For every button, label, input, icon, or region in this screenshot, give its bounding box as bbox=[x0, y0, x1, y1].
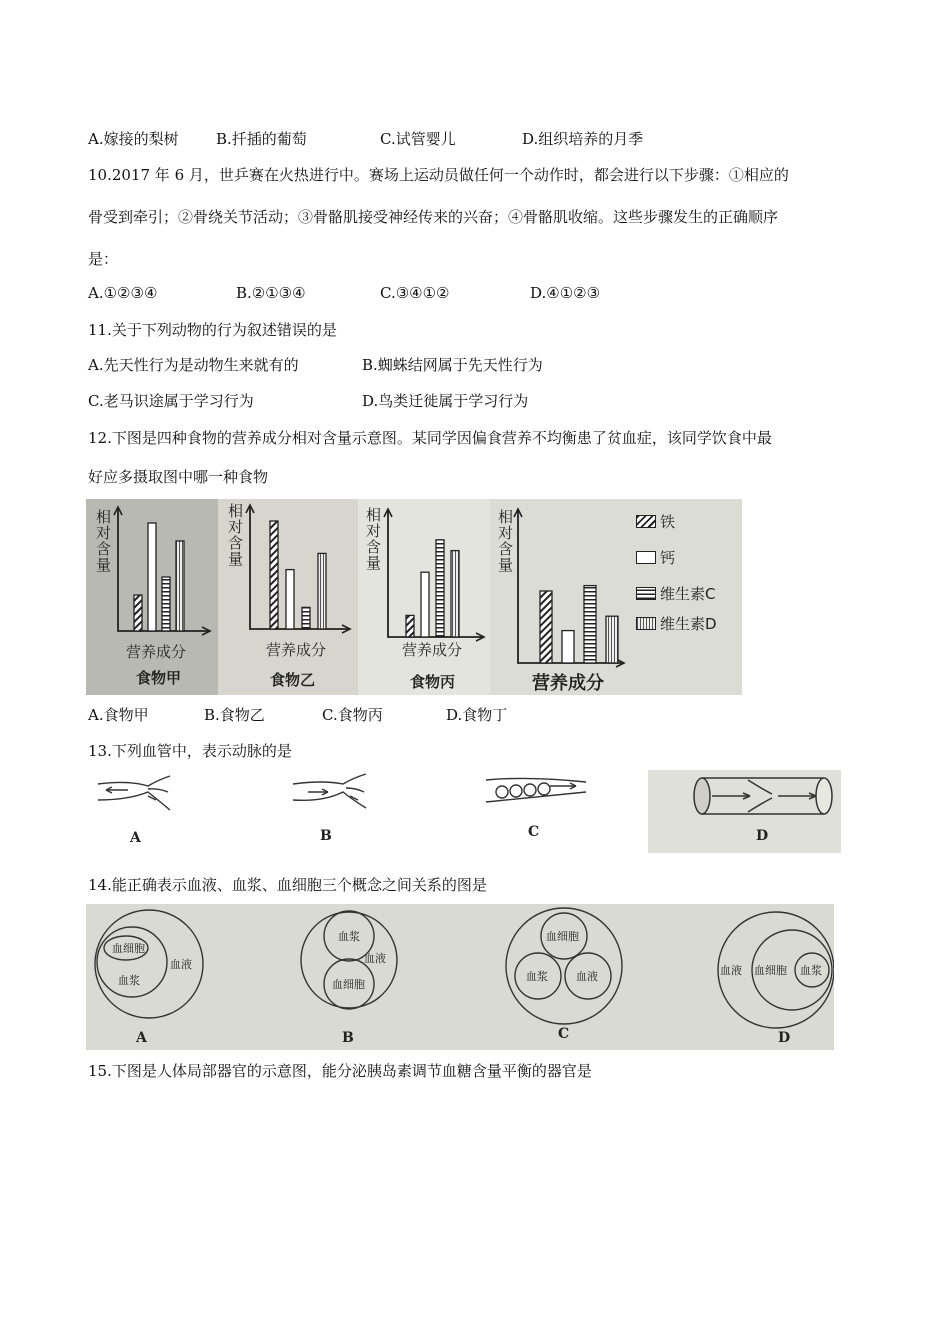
venn-c-blood: 血液 bbox=[576, 970, 598, 983]
venn-c-plasma: 血浆 bbox=[526, 970, 548, 983]
bar-bing-iron bbox=[406, 615, 414, 637]
q10-option-a: A.①②③④ bbox=[88, 284, 158, 302]
q10-option-d: D.④①②③ bbox=[530, 284, 601, 302]
ylabel-ding: 相对含量 bbox=[496, 509, 514, 573]
vessel-label-b: B bbox=[320, 828, 332, 844]
xlabel-bing: 营养成分 bbox=[402, 641, 463, 659]
bar-yi-vitamin-c bbox=[302, 607, 310, 629]
vessel-c bbox=[486, 778, 586, 802]
blood-figure bbox=[86, 904, 834, 1050]
legend-vitamin-d: 维生素D bbox=[636, 613, 717, 634]
bar-ding-calcium bbox=[562, 631, 574, 663]
foodname-bing: 食物丙 bbox=[410, 673, 456, 691]
xlabel-ding: 营养成分 bbox=[532, 673, 604, 694]
q11-option-a: A.先天性行为是动物生来就有的 bbox=[88, 356, 299, 374]
bar-jia-vitamin-d bbox=[176, 541, 184, 631]
bar-yi-calcium bbox=[286, 570, 294, 629]
q11-stem: 11.关于下列动物的行为叙述错误的是 bbox=[88, 321, 337, 339]
vessel-b bbox=[293, 774, 366, 808]
q12-line2: 好应多摄取图中哪一种食物 bbox=[88, 468, 269, 486]
bar-jia-iron bbox=[134, 595, 142, 631]
xlabel-yi: 营养成分 bbox=[266, 641, 327, 659]
ylabel-jia: 相对含量 bbox=[94, 509, 112, 573]
bar-ding-vitamin-c bbox=[584, 586, 596, 663]
vessel-a bbox=[98, 776, 170, 810]
bar-yi-iron bbox=[270, 521, 278, 629]
venn-b-blood: 血液 bbox=[364, 952, 386, 965]
axes-yi bbox=[250, 505, 350, 629]
vessel-label-d: D bbox=[756, 828, 769, 844]
q9-option-b: B.扦插的葡萄 bbox=[216, 130, 307, 148]
legend-vitamin-c: 维生素C bbox=[636, 583, 715, 604]
q11-option-b: B.蜘蛛结网属于先天性行为 bbox=[362, 356, 543, 374]
q12-option-a: A.食物甲 bbox=[88, 706, 149, 724]
venn-b bbox=[301, 911, 397, 1009]
ylabel-yi: 相对含量 bbox=[226, 503, 244, 567]
q11-option-c: C.老马识途属于学习行为 bbox=[88, 392, 254, 410]
q10-option-c: C.③④①② bbox=[380, 284, 450, 302]
q12-option-c: C.食物丙 bbox=[322, 706, 383, 724]
vessel-figure bbox=[88, 770, 841, 853]
q12-option-d: D.食物丁 bbox=[446, 706, 508, 724]
venn-label-b: B bbox=[342, 1030, 354, 1046]
q15-stem: 15.下图是人体局部器官的示意图，能分泌胰岛素调节血糖含量平衡的器官是 bbox=[88, 1062, 592, 1080]
bar-jia-calcium bbox=[148, 523, 156, 631]
nutrition-bars bbox=[86, 499, 742, 695]
bar-bing-vitamin-d bbox=[451, 551, 459, 637]
venn-d-cells: 血细胞 bbox=[754, 964, 787, 977]
q12-line1: 12.下图是四种食物的营养成分相对含量示意图。某同学因偏食营养不均衡患了贫血症，该同学饮食中最 bbox=[88, 429, 772, 447]
venn-d-blood: 血液 bbox=[720, 964, 742, 977]
xlabel-jia: 营养成分 bbox=[126, 643, 187, 661]
venn-label-d: D bbox=[778, 1030, 791, 1046]
vessel-label-a: A bbox=[130, 830, 141, 846]
venn-label-c: C bbox=[558, 1026, 570, 1042]
venn-d-plasma: 血浆 bbox=[800, 964, 822, 977]
venn-a-blood: 血液 bbox=[170, 958, 192, 971]
venn-a bbox=[95, 910, 203, 1018]
venn-a-cells: 血细胞 bbox=[112, 942, 145, 955]
foodname-yi: 食物乙 bbox=[270, 671, 316, 689]
axis-arrows-bing bbox=[384, 509, 484, 641]
q10-line1: 10.2017 年 6 月，世乒赛在火热进行中。赛场上运动员做任何一个动作时，都会进行以下步骤：①相应的 bbox=[88, 166, 789, 184]
venn-b-plasma: 血浆 bbox=[338, 930, 360, 943]
bar-yi-vitamin-d bbox=[318, 553, 326, 629]
q14-stem: 14.能正确表示血液、血浆、血细胞三个概念之间关系的图是 bbox=[88, 876, 487, 894]
bar-bing-vitamin-c bbox=[436, 540, 444, 637]
venn-b-cells: 血细胞 bbox=[332, 978, 365, 991]
ylabel-bing: 相对含量 bbox=[364, 507, 382, 571]
q10-line2: 骨受到牵引；②骨绕关节活动；③骨骼肌接受神经传来的兴奋；④骨骼肌收缩。这些步骤发生的正确顺序 bbox=[88, 208, 779, 226]
venn-d bbox=[718, 912, 834, 1028]
venn-c-cells: 血细胞 bbox=[546, 930, 579, 943]
bar-ding-vitamin-d bbox=[606, 616, 618, 663]
q12-option-b: B.食物乙 bbox=[204, 706, 265, 724]
venn-label-a: A bbox=[136, 1030, 147, 1046]
bar-ding-iron bbox=[540, 591, 552, 663]
q10-line3: 是： bbox=[88, 250, 119, 268]
venn-c bbox=[506, 908, 622, 1024]
bar-jia-vitamin-c bbox=[162, 577, 170, 631]
q9-option-a: A.嫁接的梨树 bbox=[88, 130, 179, 148]
q9-option-c: C.试管婴儿 bbox=[380, 130, 456, 148]
q9-option-d: D.组织培养的月季 bbox=[522, 130, 644, 148]
axis-arrows-yi bbox=[246, 505, 350, 633]
venn-a-plasma: 血浆 bbox=[118, 974, 140, 987]
bar-bing-calcium bbox=[421, 572, 429, 637]
q11-option-d: D.鸟类迁徙属于学习行为 bbox=[362, 392, 529, 410]
q13-stem: 13.下列血管中，表示动脉的是 bbox=[88, 742, 292, 760]
legend-iron: 铁 bbox=[636, 511, 675, 532]
q10-option-b: B.②①③④ bbox=[236, 284, 306, 302]
nutrition-figure bbox=[86, 499, 742, 695]
foodname-jia: 食物甲 bbox=[136, 669, 182, 687]
legend-calcium: 钙 bbox=[636, 547, 675, 568]
vessel-label-c: C bbox=[528, 824, 540, 840]
